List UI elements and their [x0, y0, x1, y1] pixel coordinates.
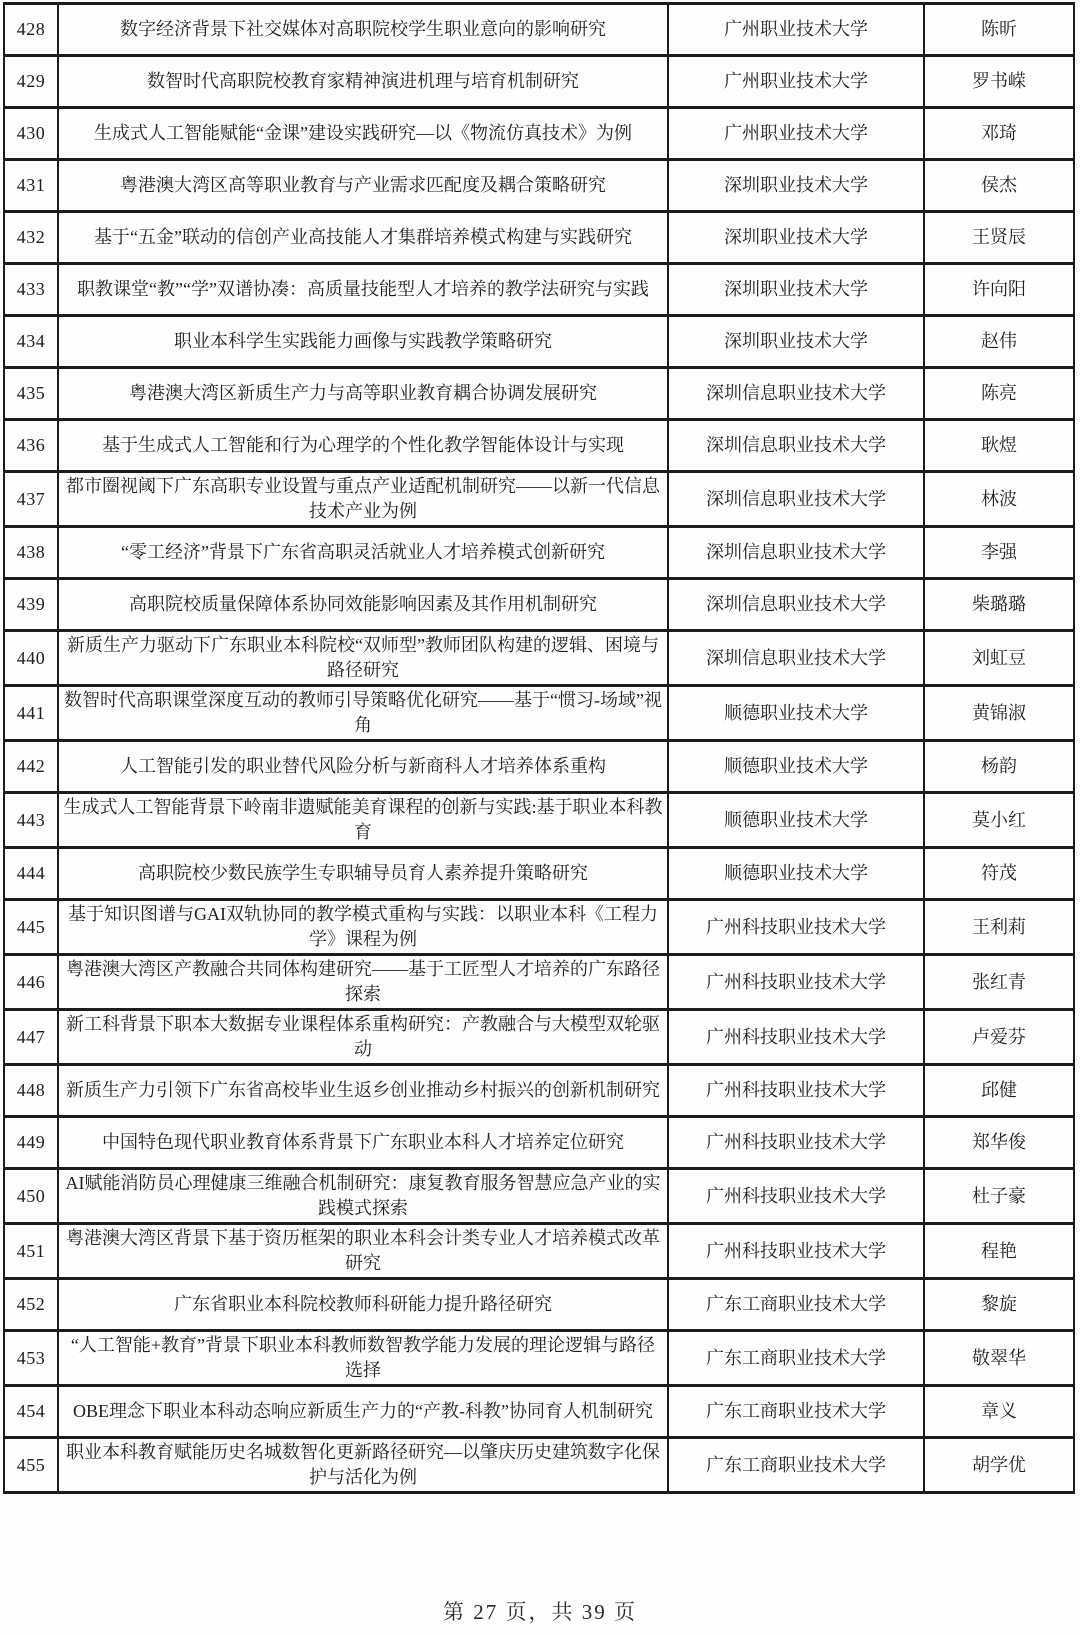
institution: 广东工商职业技术大学	[668, 1331, 924, 1386]
project-title: 粤港澳大湾区新质生产力与高等职业教育耦合协调发展研究	[58, 368, 668, 420]
row-number: 430	[4, 108, 58, 160]
institution: 深圳职业技术大学	[668, 264, 924, 316]
table-row	[4, 420, 1074, 472]
person-name: 程艳	[924, 1224, 1074, 1279]
row-number: 428	[4, 4, 58, 56]
table-row	[4, 955, 1074, 1010]
person-name: 柴璐璐	[924, 579, 1074, 631]
project-title: “零工经济”背景下广东省高职灵活就业人才培养模式创新研究	[58, 527, 668, 579]
table-row	[4, 631, 1074, 686]
project-title: “人工智能+教育”背景下职业本科教师数智教学能力发展的理论逻辑与路径选择	[58, 1331, 668, 1386]
person-name: 李强	[924, 527, 1074, 579]
table-row	[4, 579, 1074, 631]
row-number: 429	[4, 56, 58, 108]
table-row	[4, 1169, 1074, 1224]
row-number: 435	[4, 368, 58, 420]
person-name: 王利莉	[924, 900, 1074, 955]
project-title: 生成式人工智能赋能“金课”建设实践研究—以《物流仿真技术》为例	[58, 108, 668, 160]
project-title: 基于知识图谱与GAI双轨协同的教学模式重构与实践：以职业本科《工程力学》课程为例	[58, 900, 668, 955]
project-title: 高职院校少数民族学生专职辅导员育人素养提升策略研究	[58, 848, 668, 900]
person-name: 张红青	[924, 955, 1074, 1010]
project-title: 高职院校质量保障体系协同效能影响因素及其作用机制研究	[58, 579, 668, 631]
institution: 广东工商职业技术大学	[668, 1279, 924, 1331]
table-row	[4, 1279, 1074, 1331]
row-number: 444	[4, 848, 58, 900]
institution: 深圳信息职业技术大学	[668, 420, 924, 472]
institution: 广州科技职业技术大学	[668, 1224, 924, 1279]
person-name: 敬翠华	[924, 1331, 1074, 1386]
person-name: 罗书嵘	[924, 56, 1074, 108]
row-number: 445	[4, 900, 58, 955]
table-row	[4, 368, 1074, 420]
projects-table	[3, 2, 1075, 1494]
institution: 广州科技职业技术大学	[668, 900, 924, 955]
table-row	[4, 527, 1074, 579]
project-title: 人工智能引发的职业替代风险分析与新商科人才培养体系重构	[58, 741, 668, 793]
row-number: 438	[4, 527, 58, 579]
project-title: 基于生成式人工智能和行为心理学的个性化教学智能体设计与实现	[58, 420, 668, 472]
row-number: 434	[4, 316, 58, 368]
institution: 顺德职业技术大学	[668, 741, 924, 793]
person-name: 刘虹豆	[924, 631, 1074, 686]
project-title: 职教课堂“教”“学”双谱协凑：高质量技能型人才培养的教学法研究与实践	[58, 264, 668, 316]
person-name: 杨韵	[924, 741, 1074, 793]
row-number: 431	[4, 160, 58, 212]
person-name: 陈昕	[924, 4, 1074, 56]
person-name: 许向阳	[924, 264, 1074, 316]
institution: 广州科技职业技术大学	[668, 1065, 924, 1117]
row-number: 454	[4, 1386, 58, 1438]
project-title: 新工科背景下职本大数据专业课程体系重构研究：产教融合与大模型双轮驱动	[58, 1010, 668, 1065]
row-number: 439	[4, 579, 58, 631]
table-row	[4, 1010, 1074, 1065]
row-number: 440	[4, 631, 58, 686]
row-number: 437	[4, 472, 58, 527]
person-name: 黎旋	[924, 1279, 1074, 1331]
institution: 广州职业技术大学	[668, 4, 924, 56]
institution: 深圳职业技术大学	[668, 316, 924, 368]
row-number: 433	[4, 264, 58, 316]
table-body	[4, 4, 1074, 1493]
table-row	[4, 56, 1074, 108]
institution: 深圳职业技术大学	[668, 160, 924, 212]
table-row	[4, 108, 1074, 160]
row-number: 448	[4, 1065, 58, 1117]
table-row	[4, 264, 1074, 316]
person-name: 符茂	[924, 848, 1074, 900]
project-title: 中国特色现代职业教育体系背景下广东职业本科人才培养定位研究	[58, 1117, 668, 1169]
person-name: 王贤辰	[924, 212, 1074, 264]
person-name: 邱健	[924, 1065, 1074, 1117]
row-number: 446	[4, 955, 58, 1010]
project-title: AI赋能消防员心理健康三维融合机制研究：康复教育服务智慧应急产业的实践模式探索	[58, 1169, 668, 1224]
row-number: 449	[4, 1117, 58, 1169]
table-row	[4, 741, 1074, 793]
institution: 顺德职业技术大学	[668, 848, 924, 900]
row-number: 447	[4, 1010, 58, 1065]
institution: 广东工商职业技术大学	[668, 1438, 924, 1493]
project-title: 职业本科学生实践能力画像与实践教学策略研究	[58, 316, 668, 368]
project-title: 粤港澳大湾区高等职业教育与产业需求匹配度及耦合策略研究	[58, 160, 668, 212]
table-row	[4, 4, 1074, 56]
row-number: 453	[4, 1331, 58, 1386]
institution: 广州科技职业技术大学	[668, 1117, 924, 1169]
row-number: 443	[4, 793, 58, 848]
table-row	[4, 793, 1074, 848]
table-row	[4, 1065, 1074, 1117]
person-name: 赵伟	[924, 316, 1074, 368]
person-name: 郑华俊	[924, 1117, 1074, 1169]
table-row	[4, 900, 1074, 955]
institution: 广州科技职业技术大学	[668, 1010, 924, 1065]
project-title: 基于“五金”联动的信创产业高技能人才集群培养模式构建与实践研究	[58, 212, 668, 264]
person-name: 卢爱芬	[924, 1010, 1074, 1065]
person-name: 章义	[924, 1386, 1074, 1438]
table-row	[4, 1438, 1074, 1493]
table-row	[4, 1386, 1074, 1438]
institution: 广州科技职业技术大学	[668, 1169, 924, 1224]
table-row	[4, 848, 1074, 900]
table-row	[4, 1224, 1074, 1279]
person-name: 侯杰	[924, 160, 1074, 212]
project-title: 数智时代高职课堂深度互动的教师引导策略优化研究——基于“惯习-场域”视角	[58, 686, 668, 741]
institution: 广东工商职业技术大学	[668, 1386, 924, 1438]
institution: 顺德职业技术大学	[668, 686, 924, 741]
person-name: 林波	[924, 472, 1074, 527]
person-name: 杜子豪	[924, 1169, 1074, 1224]
row-number: 441	[4, 686, 58, 741]
project-title: 新质生产力引领下广东省高校毕业生返乡创业推动乡村振兴的创新机制研究	[58, 1065, 668, 1117]
row-number: 451	[4, 1224, 58, 1279]
row-number: 455	[4, 1438, 58, 1493]
table-row	[4, 316, 1074, 368]
row-number: 450	[4, 1169, 58, 1224]
row-number: 436	[4, 420, 58, 472]
institution: 广州科技职业技术大学	[668, 955, 924, 1010]
page-indicator: 第 27 页，共 39 页	[443, 1600, 637, 1624]
person-name: 耿煜	[924, 420, 1074, 472]
table-row	[4, 212, 1074, 264]
project-title: 都市圈视阈下广东高职专业设置与重点产业适配机制研究——以新一代信息技术产业为例	[58, 472, 668, 527]
person-name: 黄锦淑	[924, 686, 1074, 741]
person-name: 邓琦	[924, 108, 1074, 160]
table-row	[4, 472, 1074, 527]
institution: 深圳信息职业技术大学	[668, 527, 924, 579]
project-title: 广东省职业本科院校教师科研能力提升路径研究	[58, 1279, 668, 1331]
institution: 深圳信息职业技术大学	[668, 631, 924, 686]
table-row	[4, 160, 1074, 212]
person-name: 陈亮	[924, 368, 1074, 420]
institution: 深圳信息职业技术大学	[668, 472, 924, 527]
project-title: 职业本科教育赋能历史名城数智化更新路径研究—以肇庆历史建筑数字化保护与活化为例	[58, 1438, 668, 1493]
institution: 顺德职业技术大学	[668, 793, 924, 848]
page-footer	[0, 1596, 1080, 1626]
table-row	[4, 686, 1074, 741]
row-number: 452	[4, 1279, 58, 1331]
table-row	[4, 1117, 1074, 1169]
institution: 深圳信息职业技术大学	[668, 368, 924, 420]
person-name: 莫小红	[924, 793, 1074, 848]
project-title: 新质生产力驱动下广东职业本科院校“双师型”教师团队构建的逻辑、困境与路径研究	[58, 631, 668, 686]
table-row	[4, 1331, 1074, 1386]
institution: 深圳职业技术大学	[668, 212, 924, 264]
row-number: 432	[4, 212, 58, 264]
project-title: 数字经济背景下社交媒体对高职院校学生职业意向的影响研究	[58, 4, 668, 56]
institution: 广州职业技术大学	[668, 56, 924, 108]
project-title: OBE理念下职业本科动态响应新质生产力的“产教-科教”协同育人机制研究	[58, 1386, 668, 1438]
institution: 深圳信息职业技术大学	[668, 579, 924, 631]
row-number: 442	[4, 741, 58, 793]
project-title: 粤港澳大湾区背景下基于资历框架的职业本科会计类专业人才培养模式改革研究	[58, 1224, 668, 1279]
project-title: 生成式人工智能背景下岭南非遗赋能美育课程的创新与实践:基于职业本科教育	[58, 793, 668, 848]
person-name: 胡学优	[924, 1438, 1074, 1493]
project-title: 数智时代高职院校教育家精神演进机理与培育机制研究	[58, 56, 668, 108]
project-title: 粤港澳大湾区产教融合共同体构建研究——基于工匠型人才培养的广东路径探索	[58, 955, 668, 1010]
institution: 广州职业技术大学	[668, 108, 924, 160]
